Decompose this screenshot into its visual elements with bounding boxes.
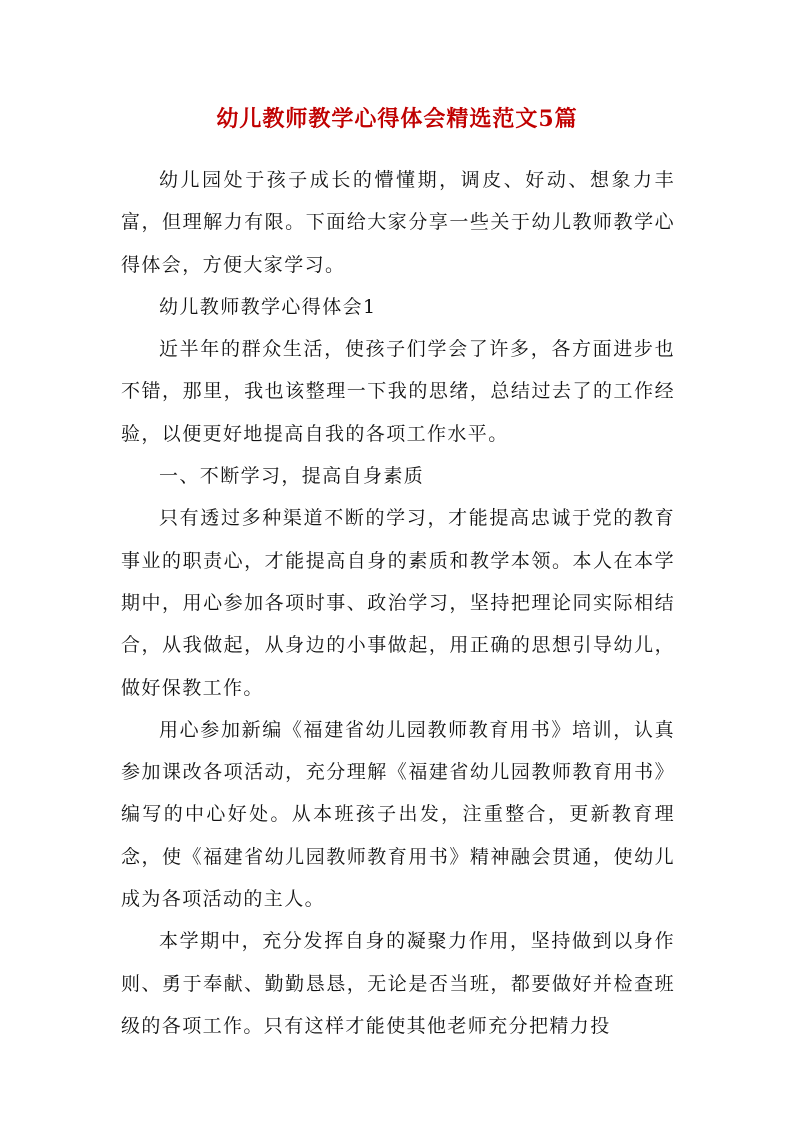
section-heading-1: 幼儿教师教学心得体会1 (159, 295, 377, 318)
body-paragraph: 本学期中，充分发挥自身的凝聚力作用，坚持做到以身作则、勇于奉献、勤勤恳恳，无论是否当班，都要做好并检查班级的各项工作。只有这样才能使其他老师充分把精力投 (121, 930, 675, 1037)
body-paragraph: 用心参加新编《福建省幼儿园教师教育用书》培训，认真参加课改各项活动，充分理解《福建省幼儿园教师教育用书》编写的中心好处。从本班孩子出发，注重整合，更新教育理念，使《福建省幼儿园教师教育用书》精神融会贯通，使幼儿成为各项活动的主人。 (121, 718, 675, 911)
body-paragraph: 近半年的群众生活，使孩子们学会了许多，各方面进步也不错，那里，我也该整理一下我的思绪，总结过去了的工作经验，以便更好地提高自我的各项工作水平。 (121, 338, 675, 445)
document-body (121, 159, 675, 1047)
document-title: 幼儿教师教学心得体会精选范文5篇 (216, 106, 578, 132)
body-paragraph: 只有透过多种渠道不断的学习，才能提高忠诚于党的教育事业的职责心，才能提高自身的素质和教学本领。本人在本学期中，用心参加各项时事、政治学习，坚持把理论同实际相结合，从我做起，从身边的小事做起，用正确的思想引导幼儿，做好保教工作。 (121, 507, 675, 699)
intro-paragraph: 幼儿园处于孩子成长的懵懂期，调皮、好动、想象力丰富，但理解力有限。下面给大家分享一些关于幼儿教师教学心得体会，方便大家学习。 (121, 169, 675, 276)
subsection-heading-1: 一、不断学习，提高自身素质 (159, 465, 425, 488)
